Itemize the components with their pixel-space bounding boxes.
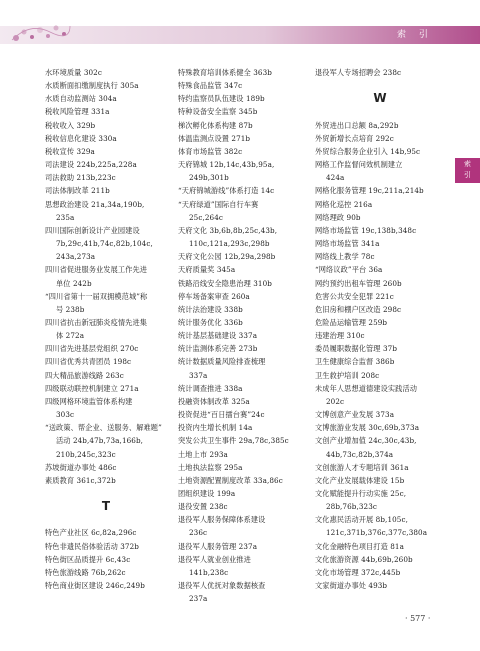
index-entry: 文化产业发展载体建设 15b xyxy=(315,475,405,485)
index-entry: 外贸综合服务企业引入 14b,95c xyxy=(315,146,421,156)
index-entry-continuation: 号 238b xyxy=(56,304,85,314)
index-entry: 文化金融特色项目打造 81a xyxy=(315,541,404,551)
index-column-2 xyxy=(178,66,308,605)
page-header xyxy=(0,0,480,52)
index-entry: 文化赋能提升行动实施 25c, xyxy=(315,489,407,498)
index-entry: 天府文化 3b,6b,8b,25c,43b, xyxy=(178,225,278,235)
index-entry: 退役军人就业创业推进 xyxy=(178,554,251,564)
index-letter-heading: T xyxy=(101,499,111,514)
index-entry-continuation: 235a xyxy=(56,212,75,222)
index-entry-continuation: 337a xyxy=(189,370,208,380)
index-entry: 未成年人思想道德建设实践活动 xyxy=(315,383,418,393)
index-entry: 水质自动监测站 304a xyxy=(45,94,117,104)
index-entry: 四川省优秀共青团员 198c xyxy=(45,357,132,367)
index-entry: 思想政治建设 21a,34a,190b, xyxy=(45,199,145,209)
index-entry: 四川省先进基层党组织 270c xyxy=(45,344,139,354)
index-entry: 网络理政 90b xyxy=(315,212,361,222)
index-entry: 网络市场监管 341a xyxy=(315,239,380,249)
index-entry: 特殊教育培训体系健全 363b xyxy=(178,68,272,77)
index-entry: “天府锦城游线”体系打造 14c xyxy=(178,186,275,196)
index-entry: 土地上市 293a xyxy=(178,449,228,459)
index-entry: 统计调查推进 338a xyxy=(178,383,243,393)
index-side-tab xyxy=(455,158,480,183)
index-entry: 网格化巡控 216a xyxy=(315,199,373,209)
index-entry: 四川省促进服务业发展工作先进 xyxy=(45,265,148,275)
index-entry: 苏坡街道办事处 486c xyxy=(45,462,117,472)
index-entry: 素质教育 361c,372b xyxy=(45,475,116,485)
index-entry: 四川省抗击新冠肺炎疫情先进集 xyxy=(45,317,148,327)
index-entry: 土地资源配置制度改革 33a,86c xyxy=(178,475,283,485)
index-entry: 四川国际创新设计产业园建设 xyxy=(45,225,140,235)
index-entry: 退役军人服务保障体系建设 xyxy=(178,515,266,525)
index-entry: “网络议政”平台 36a xyxy=(315,265,383,275)
page-number: · 577 · xyxy=(405,614,431,623)
index-entry: 税收收入 329b xyxy=(45,120,96,130)
index-entry: 铁路沿线安全隐患治理 310b xyxy=(178,278,272,288)
index-entry: 网络市场监管 19c,138b,348c xyxy=(315,225,417,235)
index-entry: 特色产业社区 6c,82a,296c xyxy=(45,528,137,538)
index-letter-heading: W xyxy=(373,91,387,106)
index-entry-continuation: 249b,301b xyxy=(189,173,229,183)
index-entry: 税收信息化建设 330a xyxy=(45,133,117,143)
index-entry: 特约监察员队伍建设 189b xyxy=(178,94,265,104)
side-tab-line2: 引 xyxy=(464,171,471,179)
index-entry: 文博创意产业发展 373a xyxy=(315,410,395,420)
index-entry: 特色旅游线路 76b,262c xyxy=(45,567,126,577)
index-entry: 突发公共卫生事件 29a,78c,385c xyxy=(178,436,289,446)
index-entry: 特种设备安全监察 345b xyxy=(178,107,258,117)
index-entry: 文创产业增加值 24c,30c,43b, xyxy=(315,436,417,446)
index-entry: 天府文化公园 12b,29a,298b xyxy=(178,252,276,262)
decorative-ornament-icon xyxy=(10,18,72,44)
index-entry: 司法救助 213b,223c xyxy=(45,173,116,183)
index-entry: 统计数据质量风险排查梳理 xyxy=(178,357,266,367)
index-entry: 投融资体制改革 325a xyxy=(178,396,250,406)
index-entry: 退役军人优抚对象数据核查 xyxy=(178,581,266,591)
index-column-1 xyxy=(45,66,167,592)
index-entry: 土地执法监察 295a xyxy=(178,462,243,472)
index-entry: 网格化服务管理 19c,211a,214b xyxy=(315,186,424,196)
index-entry: 文化惠民活动开展 8b,105c, xyxy=(315,515,408,525)
index-entry: 投资促进“百日擂台赛”24c xyxy=(178,410,265,420)
index-entry: 危旧房和棚户区改造 298c xyxy=(315,304,402,314)
index-entry-continuation: 单位 242b xyxy=(56,278,92,288)
index-entry: 体温监测点设置 271b xyxy=(178,133,251,143)
side-tab-line1: 索 xyxy=(464,160,471,168)
index-entry: 司法体制改革 211b xyxy=(45,186,110,196)
index-entry: 体育市场监管 382c xyxy=(178,146,243,156)
index-entry-continuation: 110c,121a,293c,298b xyxy=(189,239,270,249)
index-entry-continuation: 活动 24b,47b,73a,166b, xyxy=(56,436,144,446)
index-entry xyxy=(315,105,445,118)
index-entry: 网约预约出租车管理 260b xyxy=(315,278,402,288)
index-entry: 天府质量奖 345a xyxy=(178,265,236,275)
index-entry: 违建治理 310c xyxy=(315,331,365,341)
index-entry: 四大精品旅游线路 263c xyxy=(45,370,124,380)
index-entry: 投资内生增长机制 14a xyxy=(178,423,253,433)
index-entry: 团组织建设 199a xyxy=(178,489,236,498)
index-entry-continuation: 243a,273a xyxy=(56,252,96,262)
index-entry: 卫生健康综合监督 386b xyxy=(315,357,395,367)
index-entry: 天府锦城 12b,14c,43b,95a, xyxy=(178,160,275,170)
index-entry: “送政策、帮企业、送服务、解难题” xyxy=(45,423,162,433)
index-entry: 危险品运输管理 259b xyxy=(315,317,388,327)
index-entry: 网格工作监督问效机制建立 xyxy=(315,160,403,170)
index-entry: 水环境质量 302c xyxy=(45,68,102,77)
index-entry: 四级联动联控机制建立 271a xyxy=(45,383,139,393)
index-entry: 文化市场管理 372c,445b xyxy=(315,567,401,577)
index-entry-continuation: 141b,238c xyxy=(189,567,229,577)
index-entry: 税收宣传 329a xyxy=(45,146,95,156)
index-entry-continuation: 体 272a xyxy=(56,331,85,341)
index-entry: “四川省第十一届双拥模范城”称 xyxy=(45,291,148,301)
index-entry: 危害公共安全犯罪 221c xyxy=(315,291,394,301)
index-entry: “天府绿道”国际自行车赛 xyxy=(178,199,259,209)
index-entry: 外贸新增长点培育 292c xyxy=(315,133,394,143)
index-entry xyxy=(45,513,167,526)
index-entry-continuation: 303c xyxy=(56,410,75,420)
index-entry: 退役军人服务管理 237a xyxy=(178,541,258,551)
index-entry-continuation: 7b,29c,41b,74c,82b,104c, xyxy=(56,239,153,249)
index-entry-continuation: 28b,76b,323c xyxy=(326,502,378,512)
index-column-3 xyxy=(315,66,445,592)
index-entry: 特色商业街区建设 246c,249b xyxy=(45,581,145,591)
index-entry: 退役军人专场招聘会 238c xyxy=(315,68,402,77)
index-entry-continuation: 236c xyxy=(189,528,208,538)
index-entry-continuation: 44b,73c,82b,374a xyxy=(326,449,394,459)
index-entry: 文家街道办事处 493b xyxy=(315,581,388,591)
index-entry: 特殊食品监管 347c xyxy=(178,81,243,91)
index-entry: 统计服务优化 336b xyxy=(178,317,243,327)
index-entry-continuation: 237a xyxy=(189,594,208,604)
index-entry-continuation: 210b,245c,323c xyxy=(56,449,116,459)
index-entry-continuation: 424a xyxy=(326,173,345,183)
index-entry: 梯次孵化体系构建 87b xyxy=(178,120,253,130)
index-entry: 司法建设 224b,225a,228a xyxy=(45,160,137,170)
index-entry: 统计监测体系完善 273b xyxy=(178,344,258,354)
index-entry: 文创旅游人才专题培训 361a xyxy=(315,462,409,472)
index-entry: 停车场备案审查 260a xyxy=(178,291,250,301)
index-entry: 退役安置 238c xyxy=(178,502,228,512)
index-entry: 特色非遗民俗体验活动 372b xyxy=(45,541,139,551)
index-entry: 统计法治建设 338b xyxy=(178,304,243,314)
section-title: 索 引 xyxy=(397,30,433,40)
index-entry: 委员履职数据化管理 37b xyxy=(315,344,398,354)
index-entry: 文博旅游业发展 30c,69b,373a xyxy=(315,423,420,433)
index-entry: 统计基层基础建设 337a xyxy=(178,331,258,341)
index-entry: 卫生救护培训 208c xyxy=(315,370,380,380)
index-entry-continuation: 202c xyxy=(326,396,345,406)
index-entry: 外贸进出口总额 8a,292b xyxy=(315,120,399,130)
index-entry: 文化旅游资源 44b,69b,260b xyxy=(315,554,413,564)
index-entry: 税收风险管理 331a xyxy=(45,107,110,117)
index-entry: 四级网格环境监管体系构建 xyxy=(45,396,133,406)
index-entry-continuation: 121c,371b,376c,377c,380a xyxy=(326,528,428,538)
index-entry: 水质断面扣缴制度执行 305a xyxy=(45,81,139,91)
index-entry: 特色街区品质提升 6c,43c xyxy=(45,554,131,564)
index-entry-continuation: 25c,264c xyxy=(189,212,223,222)
index-entry: 网络线上教学 78c xyxy=(315,252,375,262)
